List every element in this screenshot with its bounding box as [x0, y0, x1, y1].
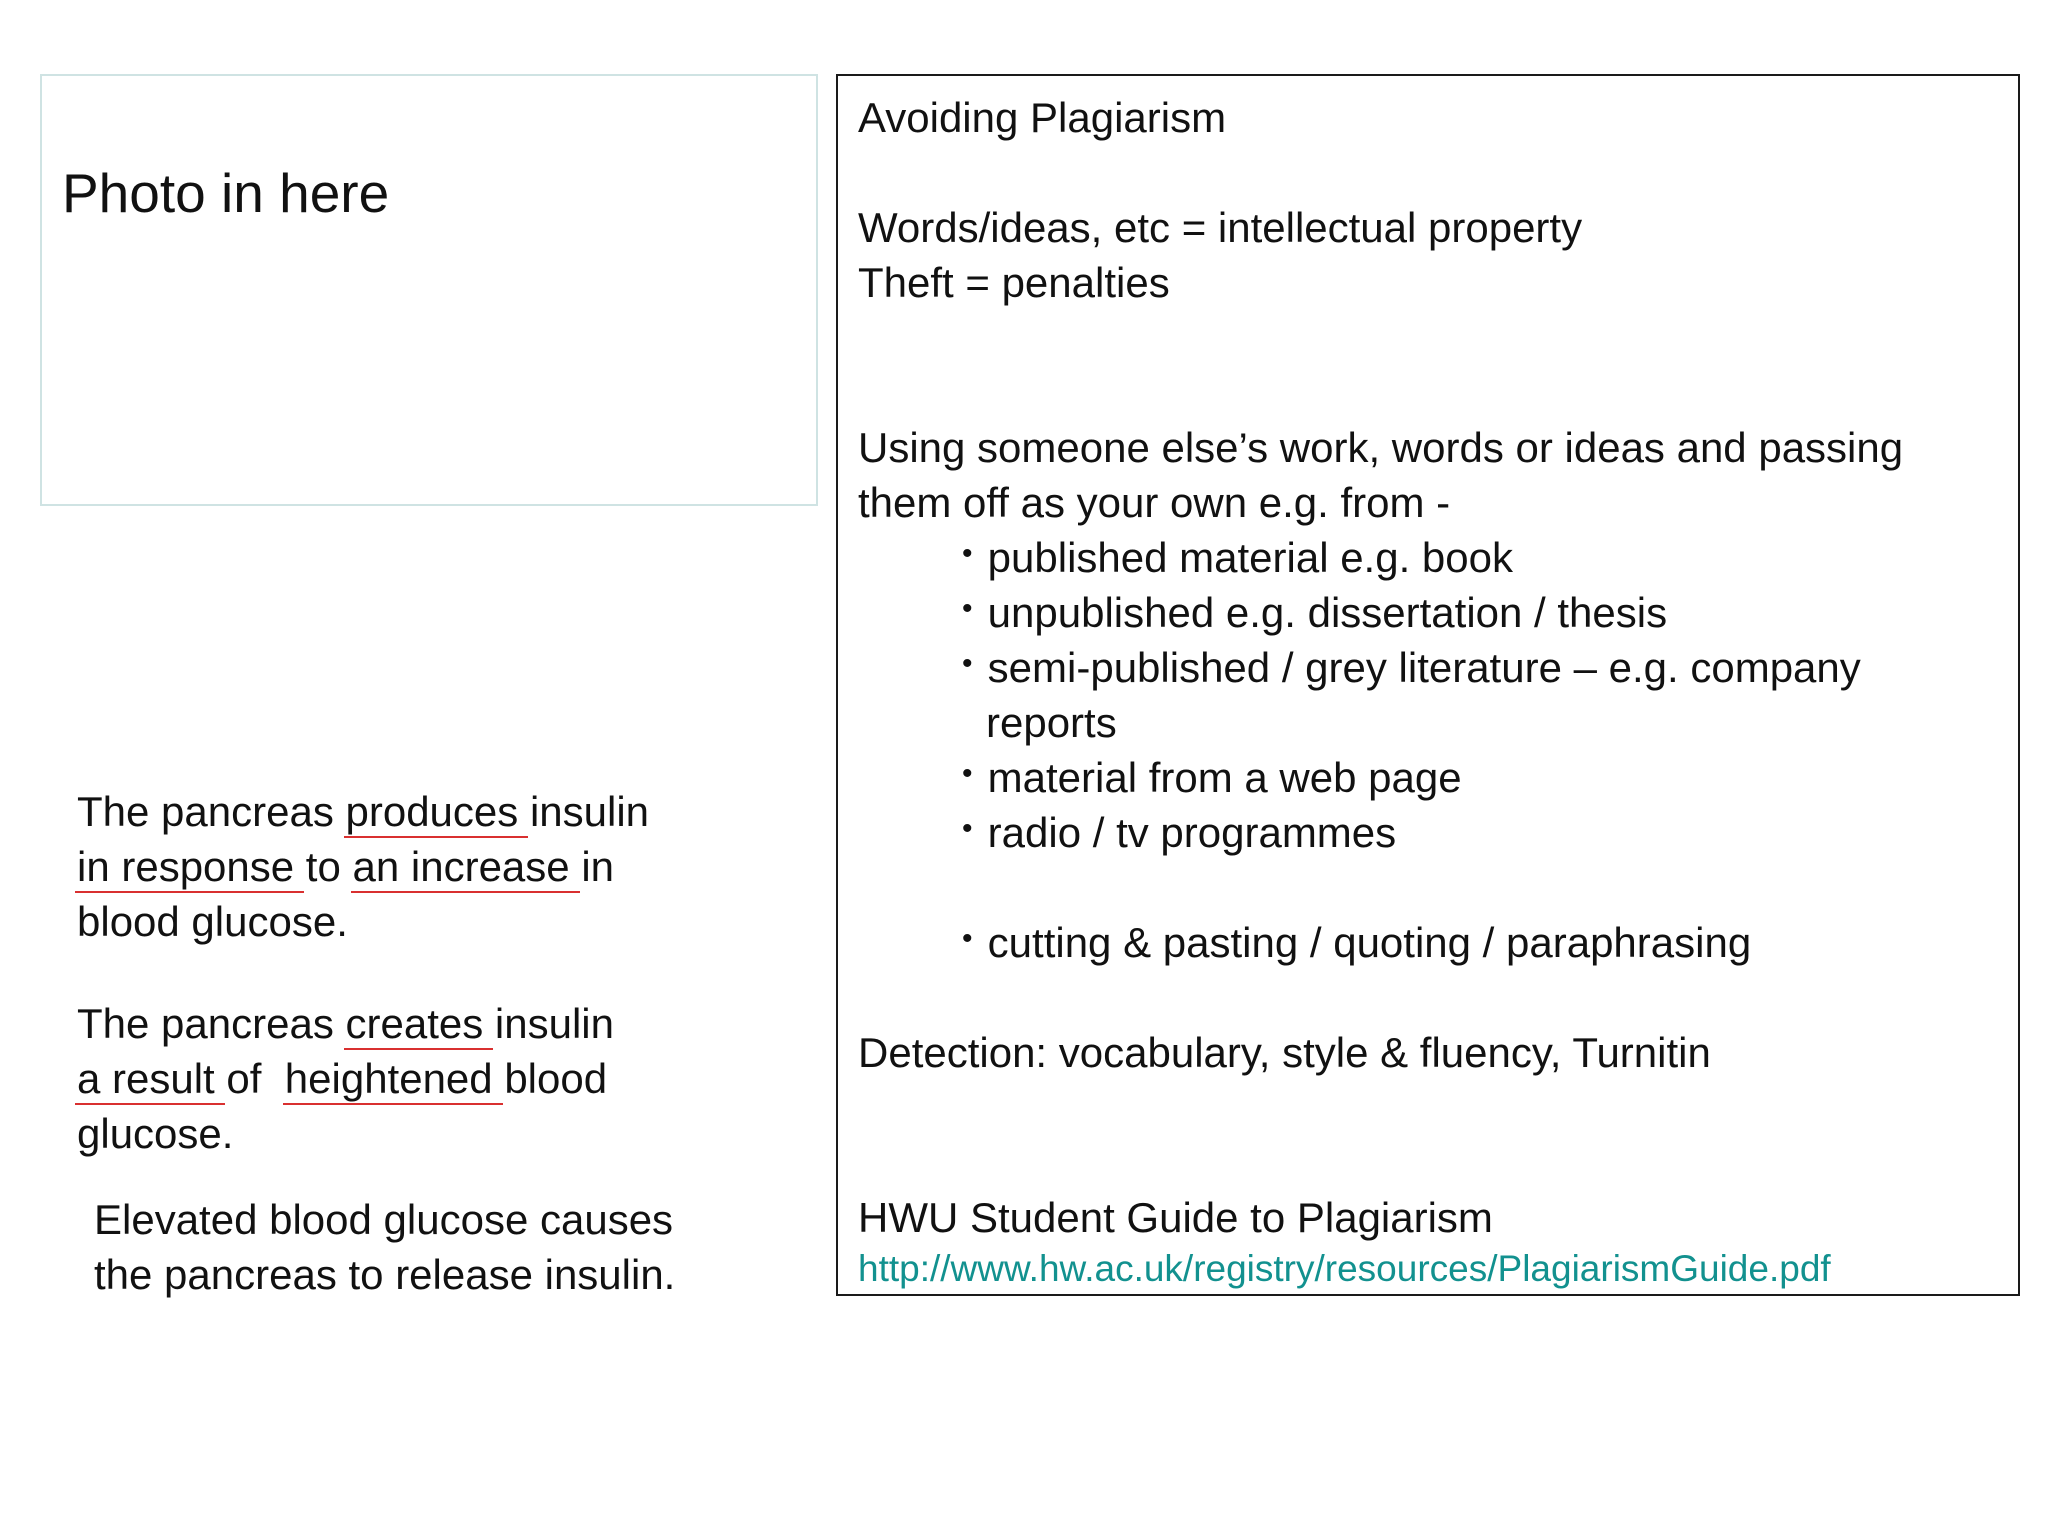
bullet-item — [962, 640, 1861, 695]
example-2-line-1 — [77, 996, 614, 1051]
example-3-line-1: Elevated blood glucose causes — [94, 1196, 674, 1243]
bullet-dot-icon: • — [962, 537, 973, 570]
example-2-line-2 — [77, 1051, 614, 1106]
bullet-text: semi-published / grey literature – e.g. company — [987, 644, 1861, 691]
text-span: blood — [492, 1055, 608, 1102]
example-1-line-1 — [77, 784, 649, 839]
bullet-text: material from a web page — [987, 754, 1462, 801]
bullet-dot-icon: • — [962, 812, 973, 845]
theft-penalties-line: Theft = penalties — [858, 259, 1170, 306]
text-span: insulin — [518, 788, 650, 835]
bullet-dot-icon: • — [962, 757, 973, 790]
intellectual-property-line: Words/ideas, etc = intellectual property — [858, 204, 1583, 251]
definition-line-2: them off as your own e.g. from - — [858, 479, 1451, 526]
detection-line: Detection: vocabulary, style & fluency, Turnitin — [858, 1029, 1711, 1076]
example-1-line-3: blood glucose. — [77, 898, 348, 945]
definition-line-1: Using someone else’s work, words or ideas and passing — [858, 424, 1904, 471]
guide-title: HWU Student Guide to Plagiarism — [858, 1194, 1493, 1241]
underlined-word: creates — [345, 1000, 484, 1047]
plagiarism-title: Avoiding Plagiarism — [858, 94, 1227, 141]
plagiarism-info-box — [836, 74, 2020, 1296]
underlined-word: an increase — [352, 843, 570, 890]
text-span: of — [214, 1055, 285, 1102]
example-paraphrase-2 — [77, 996, 614, 1161]
example-paraphrase-3 — [94, 1192, 675, 1302]
photo-placeholder-box — [40, 74, 818, 506]
bullet-item — [962, 915, 1751, 970]
bullet-text: unpublished e.g. dissertation / thesis — [987, 589, 1668, 636]
text-span: The pancreas — [77, 788, 346, 835]
bullet-item — [962, 585, 1667, 640]
underlined-word: in response — [77, 843, 295, 890]
text-span: in — [569, 843, 615, 890]
example-3-line-2: the pancreas to release insulin. — [94, 1251, 676, 1298]
bullet-item — [962, 750, 1462, 805]
bullet-text: published material e.g. book — [987, 534, 1513, 581]
example-1-line-2 — [77, 839, 649, 894]
photo-placeholder-label: Photo in here — [62, 162, 390, 224]
guide-link[interactable]: http://www.hw.ac.uk/registry/resources/PlagiarismGuide.pdf — [858, 1248, 1831, 1289]
bullet-item — [962, 530, 1513, 585]
bullet-continuation: reports — [986, 699, 1117, 746]
bullet-text: cutting & pasting / quoting / paraphrasing — [987, 919, 1752, 966]
bullet-dot-icon: • — [962, 647, 973, 680]
bullet-dot-icon: • — [962, 592, 973, 625]
text-span: to — [294, 843, 353, 890]
bullet-item — [962, 805, 1396, 860]
bullet-text: radio / tv programmes — [987, 809, 1397, 856]
text-span: insulin — [483, 1000, 614, 1047]
text-span: The pancreas — [77, 1000, 346, 1047]
bullet-dot-icon: • — [962, 922, 973, 955]
example-paraphrase-1 — [77, 784, 649, 949]
underlined-word: produces — [345, 788, 519, 835]
underlined-word: a result — [77, 1055, 215, 1102]
underlined-word: heightened — [284, 1055, 493, 1102]
example-2-line-3: glucose. — [77, 1110, 234, 1157]
